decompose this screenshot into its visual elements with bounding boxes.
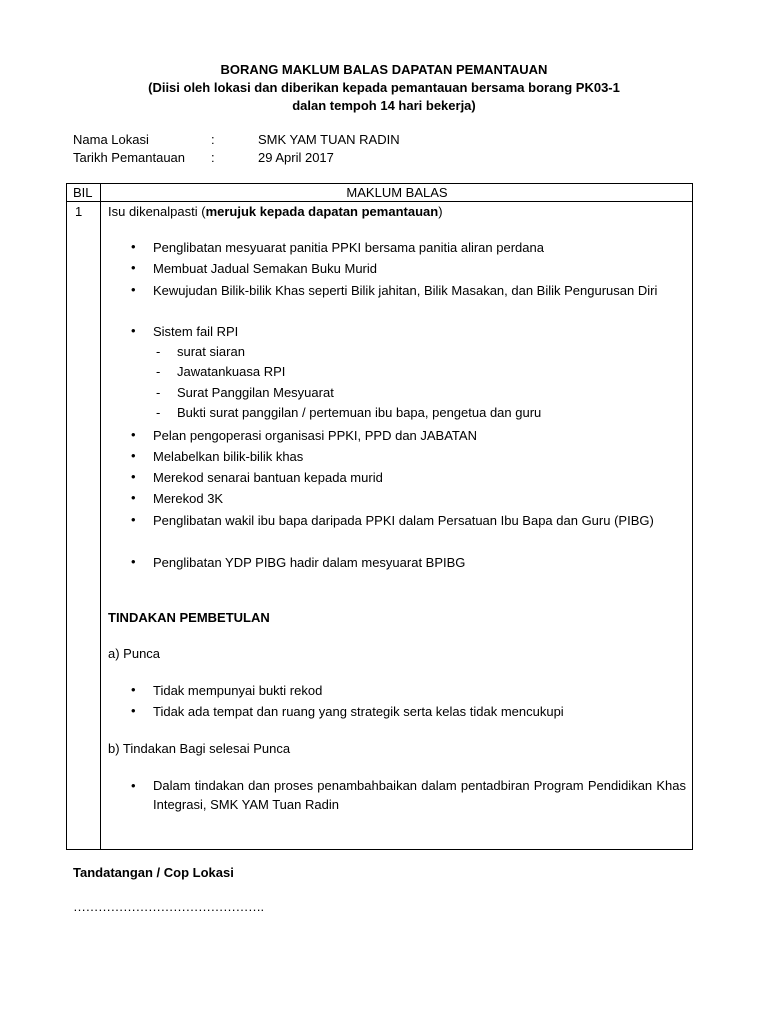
lokasi-colon: :: [211, 132, 215, 147]
title-line-2: (Diisi oleh lokasi dan diberikan kepada pemantauan bersama borang PK03-1: [148, 80, 620, 95]
issue-heading: [108, 203, 443, 221]
rpi-subitem: Surat Panggilan Mesyuarat: [177, 385, 334, 400]
bullet-icon: •: [131, 448, 136, 463]
tindakan-heading: TINDAKAN PEMBETULAN: [108, 610, 270, 625]
bullet-icon: •: [131, 554, 136, 569]
tindakan-item: Dalam tindakan dan proses penambahbaikan dalam pentadbiran Program Pendidikan Khas Integrasi, SMK YAM Tuan Radin: [153, 778, 686, 812]
issue-item: Kewujudan Bilik-bilik Khas seperti Bilik jahitan, Bilik Masakan, dan Bilik Pengurusan Diri: [153, 283, 658, 298]
issue-heading-close: ): [438, 204, 443, 219]
lokasi-label: Nama Lokasi: [73, 132, 149, 147]
bullet-icon: •: [131, 323, 136, 338]
header-bil: BIL: [73, 185, 93, 200]
issue-item: Merekod 3K: [153, 491, 224, 506]
bullet-icon: •: [131, 682, 136, 697]
tarikh-colon: :: [211, 150, 215, 165]
tindakan-bagi-heading: b) Tindakan Bagi selesai Punca: [108, 741, 291, 756]
issue-item: Merekod senarai bantuan kepada murid: [153, 470, 383, 485]
issue-heading-intro: Isu dikenalpasti (: [108, 204, 206, 219]
title-line-3: dalan tempoh 14 hari bekerja): [292, 98, 476, 113]
punca-item: Tidak ada tempat dan ruang yang strategik serta kelas tidak mencukupi: [153, 704, 564, 719]
bullet-icon: •: [131, 490, 136, 505]
issue-item: Membuat Jadual Semakan Buku Murid: [153, 261, 378, 276]
dash-icon: -: [156, 344, 161, 359]
signature-line: ……………………………………….: [73, 899, 264, 914]
issue-item: Melabelkan bilik-bilik khas: [153, 449, 304, 464]
rpi-subitem: surat siaran: [177, 344, 245, 359]
bullet-icon: •: [131, 239, 136, 254]
issue-item: Sistem fail RPI: [153, 324, 239, 339]
form-title: [0, 61, 768, 115]
dash-icon: -: [156, 385, 161, 400]
bullet-icon: •: [131, 427, 136, 442]
dash-icon: -: [156, 364, 161, 379]
rpi-subitem: Jawatankuasa RPI: [177, 364, 286, 379]
issue-item: Pelan pengoperasi organisasi PPKI, PPD dan JABATAN: [153, 428, 477, 443]
bullet-icon: •: [131, 260, 136, 275]
lokasi-value: SMK YAM TUAN RADIN: [258, 132, 400, 147]
bullet-icon: •: [131, 703, 136, 718]
issue-item: Penglibatan YDP PIBG hadir dalam mesyuarat BPIBG: [153, 555, 466, 570]
punca-item: Tidak mempunyai bukti rekod: [153, 683, 323, 698]
dash-icon: -: [156, 405, 161, 420]
tarikh-value: 29 April 2017: [258, 150, 334, 165]
row-number: 1: [75, 204, 83, 219]
bullet-icon: •: [131, 512, 136, 527]
signature-label: Tandatangan / Cop Lokasi: [73, 865, 234, 880]
issue-heading-bold: merujuk kepada dapatan pemantauan: [205, 204, 439, 219]
bullet-icon: •: [131, 469, 136, 484]
issue-item: Penglibatan wakil ibu bapa daripada PPKI dalam Persatuan Ibu Bapa dan Guru (PIBG): [153, 513, 654, 528]
title-line-1: BORANG MAKLUM BALAS DAPATAN PEMANTAUAN: [220, 62, 548, 77]
punca-heading: a) Punca: [108, 646, 161, 661]
bullet-icon: •: [131, 778, 136, 793]
table-column-divider: [100, 183, 101, 850]
issue-item: Penglibatan mesyuarat panitia PPKI bersama panitia aliran perdana: [153, 240, 544, 255]
rpi-subitem: Bukti surat panggilan / pertemuan ibu bapa, pengetua dan guru: [177, 405, 542, 420]
bullet-icon: •: [131, 282, 136, 297]
header-maklum-balas: MAKLUM BALAS: [346, 185, 448, 200]
tarikh-label: Tarikh Pemantauan: [73, 150, 186, 165]
